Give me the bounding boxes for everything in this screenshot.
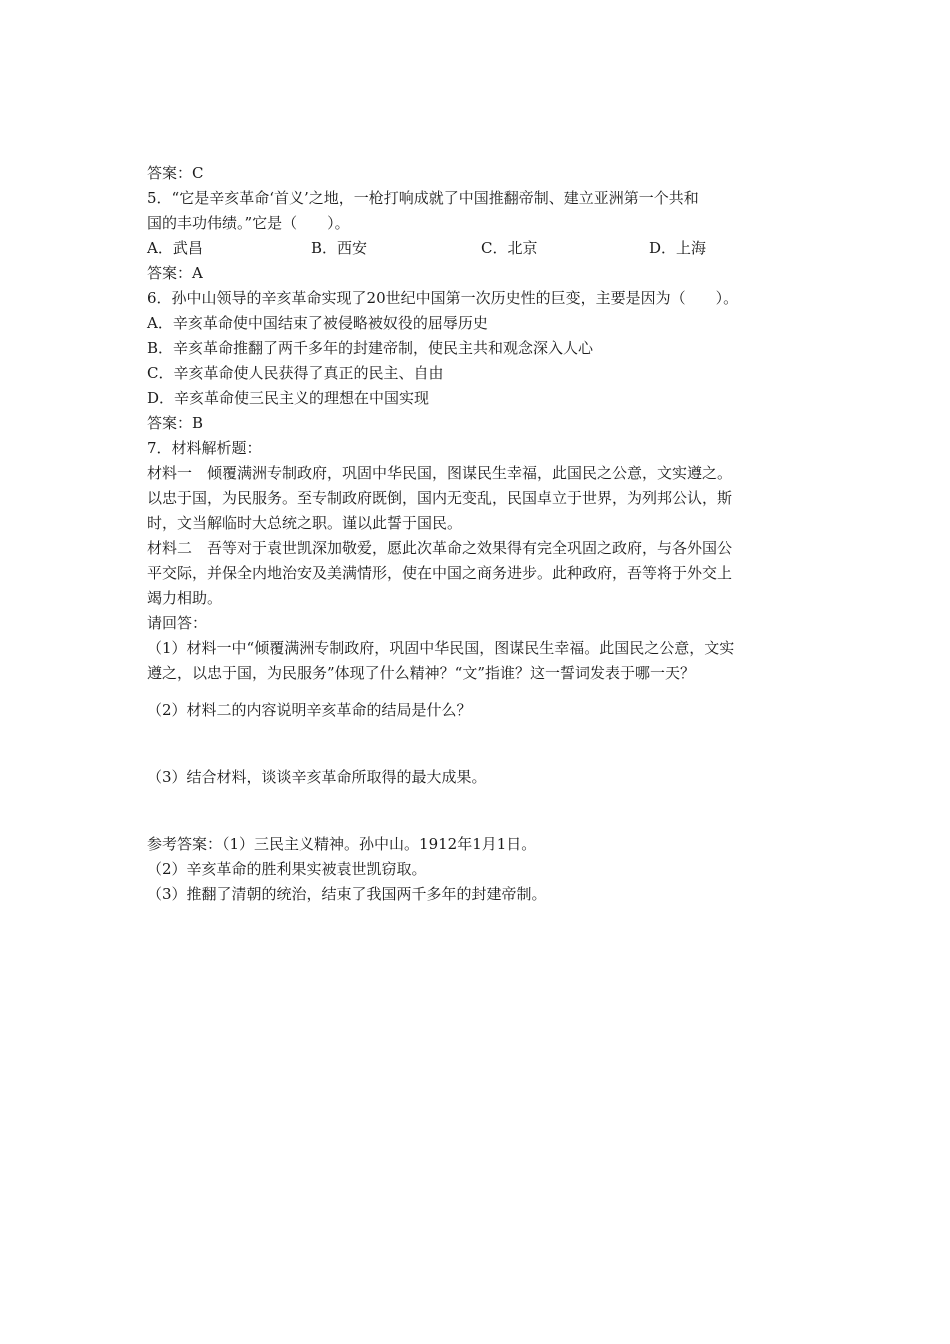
q5-stem-line-1: 5．“它是辛亥革命‘首义’之地，一枪打响成就了中国推翻帝制、建立亚洲第一个共和 — [147, 189, 699, 207]
q7-material1-line-3: 时，文当解临时大总统之职。谨以此誓于国民。 — [147, 514, 463, 532]
answer-space — [147, 723, 807, 765]
answer-space — [147, 686, 807, 698]
q7-prompt: 请回答： — [147, 614, 208, 632]
q5-stem-line-2: 国的丰功伟绩。”它是（ ）。 — [147, 214, 350, 232]
q7-material2-line-3: 竭力相助。 — [147, 589, 223, 607]
q7-title: 7．材料解析题： — [147, 439, 262, 457]
document-page — [147, 161, 807, 907]
q7-sub3: （3）结合材料，谈谈辛亥革命所取得的最大成果。 — [147, 768, 487, 786]
q7-material1-line-2: 以忠于国，为民服务。至专制政府既倒，国内无变乱，民国卓立于世界，为列邦公认，斯 — [147, 489, 733, 507]
q7-material1-line-1: 材料一 倾覆满洲专制政府，巩固中华民国，图谋民生幸福，此国民之公意，文实遵之。 — [147, 464, 733, 482]
q5-option-d: D．上海 — [649, 239, 707, 257]
q7-sub2: （2）材料二的内容说明辛亥革命的结局是什么？ — [147, 701, 472, 719]
q6-option-d: D．辛亥革命使三民主义的理想在中国实现 — [147, 389, 430, 407]
q7-material2-line-2: 平交际，并保全内地治安及美满情形，使在中国之商务进步。此种政府，吾等将于外交上 — [147, 564, 733, 582]
q5-option-b: B．西安 — [311, 239, 368, 257]
q6-option-a: A．辛亥革命使中国结束了被侵略被奴役的屈辱历史 — [147, 314, 488, 332]
answer-space — [147, 790, 807, 832]
q5-option-c: C．北京 — [481, 239, 538, 257]
q7-sub1-line-2: 遵之，以忠于国，为民服务”体现了什么精神？“文”指谁？这一誓词发表于哪一天？ — [147, 664, 696, 682]
q5-options — [147, 236, 807, 261]
reference-answer-line-3: （3）推翻了清朝的统治，结束了我国两千多年的封建帝制。 — [147, 885, 547, 903]
q6-option-b: B．辛亥革命推翻了两千多年的封建帝制，使民主共和观念深入人心 — [147, 339, 594, 357]
reference-answer-line-2: （2）辛亥革命的胜利果实被袁世凯窃取。 — [147, 860, 427, 878]
q6-answer: 答案：B — [147, 414, 204, 432]
q5-option-a: A．武昌 — [147, 239, 203, 257]
q7-material2-line-1: 材料二 吾等对于袁世凯深加敬爱，愿此次革命之效果得有完全巩固之政府，与各外国公 — [147, 539, 733, 557]
q4-answer: 答案：C — [147, 164, 204, 182]
q6-stem: 6．孙中山领导的辛亥革命实现了20世纪中国第一次历史性的巨变，主要是因为（ ）。 — [147, 289, 739, 307]
q7-sub1-line-1: （1）材料一中“倾覆满洲专制政府，巩固中华民国，图谋民生幸福。此国民之公意，文实 — [147, 639, 735, 657]
q6-option-c: C．辛亥革命使人民获得了真正的民主、自由 — [147, 364, 444, 382]
reference-answer-line-1: 参考答案：（1）三民主义精神。孙中山。1912年1月1日。 — [147, 835, 537, 853]
q5-answer: 答案：A — [147, 264, 203, 282]
